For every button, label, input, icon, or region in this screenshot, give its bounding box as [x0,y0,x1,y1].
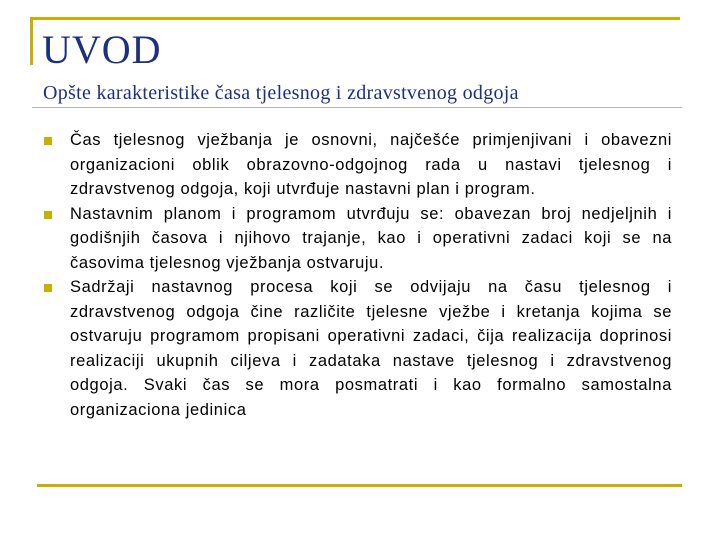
square-bullet-icon [44,137,52,145]
square-bullet-icon [44,211,52,219]
bullet-item [42,275,672,422]
bullet-text: Čas tjelesnog vježbanja je osnovni, najčešće primjenjivani i obavezni organizacioni oblik obrazovno-odgojnog rada u nastavi tjelesnog i zdravstvenog odgoja, koji utvrđuje nastavni plan i program. [70,131,672,198]
bullet-text: Sadržaji nastavnog procesa koji se odvijaju na času tjelesnog i zdravstvenog odgoja čine različite tjelesne vježbe i kretanja kojima se ostvaruju programom propisani operativni zadaci, čija realizacija doprinosi realizaciji ukupnih ciljeva i zadataka nastave tjelesnog i zdravstvenog odgoja. Svaki čas se mora posmatrati i kao formalno samostalna organizaciona jedinica [70,278,672,419]
bullet-text: Nastavnim planom i programom utvrđuju se: obavezan broj nedjeljnih i godišnjih časova i njihovo trajanje, kao i operativni zadaci koji se na časovima tjelesnog vježbanja ostvaruju. [70,204,672,272]
square-bullet-icon [44,284,52,292]
bullet-list [42,128,672,422]
title-accent-horizontal-line [30,17,680,20]
bullet-item [42,202,672,276]
slide-title: UVOD [42,27,162,72]
slide-subtitle: Opšte karakteristike časa tjelesnog i zdravstvenog odgoja [43,82,519,104]
footer-accent-line [37,484,682,487]
subtitle-underline [32,107,682,108]
bullet-item [42,128,672,202]
title-accent-vertical-line [30,17,33,65]
